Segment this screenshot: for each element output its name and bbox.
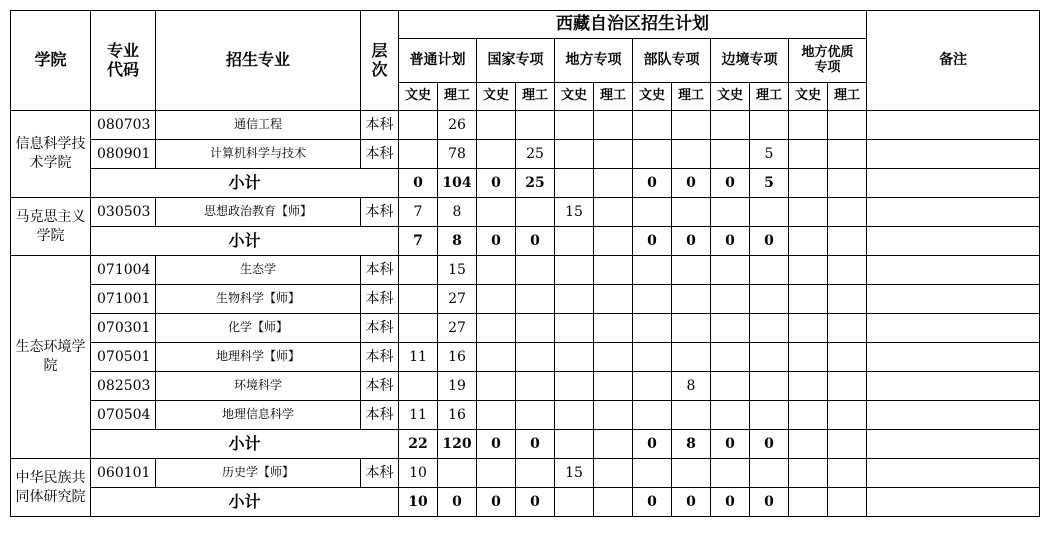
major-code: 071001 bbox=[91, 285, 156, 314]
quota-cell bbox=[828, 256, 867, 285]
subtotal-cell: 5 bbox=[750, 169, 789, 198]
quota-cell bbox=[477, 198, 516, 227]
major-name: 地理信息科学 bbox=[156, 401, 361, 430]
quota-cell bbox=[789, 198, 828, 227]
quota-cell bbox=[555, 256, 594, 285]
subtotal-cell: 0 bbox=[477, 430, 516, 459]
quota-cell bbox=[477, 256, 516, 285]
quota-cell bbox=[828, 343, 867, 372]
quota-cell: 25 bbox=[516, 140, 555, 169]
quota-cell bbox=[477, 314, 516, 343]
quota-cell bbox=[711, 198, 750, 227]
notes-cell bbox=[867, 169, 1040, 198]
quota-cell bbox=[828, 372, 867, 401]
quota-cell bbox=[750, 314, 789, 343]
header-major: 招生专业 bbox=[156, 11, 361, 111]
major-level: 本科 bbox=[361, 459, 399, 488]
notes-cell bbox=[867, 459, 1040, 488]
subtotal-cell bbox=[555, 488, 594, 517]
quota-cell: 11 bbox=[399, 401, 438, 430]
major-code: 071004 bbox=[91, 256, 156, 285]
major-name: 生物科学【师】 bbox=[156, 285, 361, 314]
subtotal-cell: 0 bbox=[477, 227, 516, 256]
header-college: 学院 bbox=[11, 11, 91, 111]
quota-cell: 8 bbox=[672, 372, 711, 401]
quota-cell bbox=[477, 401, 516, 430]
quota-cell bbox=[516, 111, 555, 140]
quota-cell bbox=[555, 314, 594, 343]
subtotal-cell bbox=[555, 169, 594, 198]
quota-cell bbox=[633, 198, 672, 227]
quota-cell bbox=[672, 401, 711, 430]
quota-cell bbox=[399, 314, 438, 343]
subtotal-cell: 0 bbox=[633, 430, 672, 459]
subtotal-cell: 0 bbox=[711, 227, 750, 256]
quota-cell bbox=[633, 256, 672, 285]
quota-cell bbox=[594, 256, 633, 285]
notes-cell bbox=[867, 111, 1040, 140]
college-name: 中华民族共同体研究院 bbox=[11, 459, 91, 517]
subtotal-cell: 10 bbox=[399, 488, 438, 517]
subtotal-cell: 0 bbox=[711, 169, 750, 198]
table-row bbox=[11, 401, 1040, 430]
college-name: 生态环境学院 bbox=[11, 256, 91, 459]
subtotal-cell: 25 bbox=[516, 169, 555, 198]
notes-cell bbox=[867, 198, 1040, 227]
header-wenshi: 文史 bbox=[399, 83, 438, 111]
quota-cell bbox=[711, 401, 750, 430]
major-code: 070504 bbox=[91, 401, 156, 430]
quota-cell: 15 bbox=[555, 198, 594, 227]
subtotal-cell: 7 bbox=[399, 227, 438, 256]
quota-cell bbox=[828, 111, 867, 140]
subtotal-cell bbox=[789, 488, 828, 517]
quota-cell: 11 bbox=[399, 343, 438, 372]
quota-cell bbox=[399, 111, 438, 140]
quota-cell bbox=[477, 459, 516, 488]
major-name: 地理科学【师】 bbox=[156, 343, 361, 372]
quota-cell bbox=[828, 401, 867, 430]
college-name: 马克思主义学院 bbox=[11, 198, 91, 256]
enrollment-plan-table bbox=[10, 10, 1040, 517]
subtotal-cell: 0 bbox=[438, 488, 477, 517]
subtotal-cell bbox=[828, 430, 867, 459]
major-code: 070301 bbox=[91, 314, 156, 343]
subtotal-cell bbox=[555, 227, 594, 256]
table-row bbox=[11, 343, 1040, 372]
subtotal-cell: 0 bbox=[750, 227, 789, 256]
header-level: 层次 bbox=[361, 11, 399, 111]
notes-cell bbox=[867, 372, 1040, 401]
subtotal-cell: 0 bbox=[399, 169, 438, 198]
header-plan-local-quality: 地方优质专项 bbox=[789, 39, 867, 83]
quota-cell bbox=[516, 285, 555, 314]
table-row bbox=[11, 140, 1040, 169]
header-wenshi: 文史 bbox=[633, 83, 672, 111]
quota-cell bbox=[555, 401, 594, 430]
quota-cell bbox=[789, 372, 828, 401]
quota-cell: 27 bbox=[438, 285, 477, 314]
quota-cell: 78 bbox=[438, 140, 477, 169]
subtotal-cell: 8 bbox=[438, 227, 477, 256]
quota-cell bbox=[828, 285, 867, 314]
quota-cell bbox=[672, 343, 711, 372]
major-code: 070501 bbox=[91, 343, 156, 372]
major-level: 本科 bbox=[361, 401, 399, 430]
quota-cell bbox=[750, 111, 789, 140]
subtotal-cell: 0 bbox=[477, 169, 516, 198]
quota-cell bbox=[672, 314, 711, 343]
quota-cell bbox=[555, 285, 594, 314]
major-name: 思想政治教育【师】 bbox=[156, 198, 361, 227]
subtotal-cell bbox=[828, 227, 867, 256]
quota-cell bbox=[828, 314, 867, 343]
quota-cell bbox=[711, 285, 750, 314]
quota-cell bbox=[750, 198, 789, 227]
quota-cell bbox=[477, 285, 516, 314]
header-ligong: 理工 bbox=[516, 83, 555, 111]
quota-cell: 19 bbox=[438, 372, 477, 401]
quota-cell bbox=[789, 401, 828, 430]
quota-cell bbox=[789, 285, 828, 314]
subtotal-cell: 0 bbox=[516, 227, 555, 256]
subtotal-cell: 120 bbox=[438, 430, 477, 459]
major-name: 化学【师】 bbox=[156, 314, 361, 343]
quota-cell bbox=[633, 111, 672, 140]
quota-cell bbox=[594, 198, 633, 227]
quota-cell: 26 bbox=[438, 111, 477, 140]
subtotal-cell: 0 bbox=[477, 488, 516, 517]
quota-cell bbox=[516, 314, 555, 343]
table-row bbox=[11, 459, 1040, 488]
quota-cell bbox=[672, 256, 711, 285]
quota-cell bbox=[789, 343, 828, 372]
subtotal-cell: 22 bbox=[399, 430, 438, 459]
quota-cell bbox=[711, 140, 750, 169]
major-level: 本科 bbox=[361, 198, 399, 227]
header-wenshi: 文史 bbox=[477, 83, 516, 111]
notes-cell bbox=[867, 401, 1040, 430]
subtotal-cell: 0 bbox=[672, 169, 711, 198]
quota-cell bbox=[594, 459, 633, 488]
header-wenshi: 文史 bbox=[711, 83, 750, 111]
major-code: 030503 bbox=[91, 198, 156, 227]
header-ligong: 理工 bbox=[750, 83, 789, 111]
subtotal-label: 小计 bbox=[91, 169, 399, 198]
notes-cell bbox=[867, 227, 1040, 256]
quota-cell bbox=[828, 140, 867, 169]
quota-cell: 7 bbox=[399, 198, 438, 227]
quota-cell bbox=[633, 372, 672, 401]
subtotal-cell: 0 bbox=[672, 227, 711, 256]
subtotal-cell: 0 bbox=[633, 169, 672, 198]
subtotal-cell: 0 bbox=[711, 488, 750, 517]
quota-cell: 8 bbox=[438, 198, 477, 227]
quota-cell bbox=[750, 256, 789, 285]
quota-cell bbox=[711, 372, 750, 401]
quota-cell bbox=[789, 314, 828, 343]
subtotal-cell: 104 bbox=[438, 169, 477, 198]
quota-cell bbox=[477, 140, 516, 169]
table-row bbox=[11, 314, 1040, 343]
quota-cell bbox=[633, 459, 672, 488]
quota-cell bbox=[594, 343, 633, 372]
header-ligong: 理工 bbox=[594, 83, 633, 111]
subtotal-cell: 0 bbox=[711, 430, 750, 459]
quota-cell bbox=[633, 401, 672, 430]
quota-cell bbox=[672, 459, 711, 488]
quota-cell: 5 bbox=[750, 140, 789, 169]
subtotal-cell bbox=[789, 430, 828, 459]
subtotal-cell bbox=[789, 169, 828, 198]
major-level: 本科 bbox=[361, 314, 399, 343]
subtotal-cell bbox=[594, 430, 633, 459]
subtotal-cell bbox=[594, 169, 633, 198]
notes-cell bbox=[867, 430, 1040, 459]
quota-cell bbox=[672, 285, 711, 314]
quota-cell bbox=[516, 343, 555, 372]
quota-cell bbox=[789, 111, 828, 140]
subtotal-cell bbox=[828, 169, 867, 198]
quota-cell: 10 bbox=[399, 459, 438, 488]
quota-cell bbox=[672, 111, 711, 140]
major-code: 080901 bbox=[91, 140, 156, 169]
header-plan-border: 边境专项 bbox=[711, 39, 789, 83]
major-level: 本科 bbox=[361, 140, 399, 169]
quota-cell bbox=[594, 314, 633, 343]
subtotal-row bbox=[11, 488, 1040, 517]
subtotal-label: 小计 bbox=[91, 488, 399, 517]
subtotal-label: 小计 bbox=[91, 430, 399, 459]
quota-cell bbox=[750, 285, 789, 314]
quota-cell bbox=[594, 372, 633, 401]
subtotal-cell: 0 bbox=[633, 227, 672, 256]
notes-cell bbox=[867, 140, 1040, 169]
header-plan-local: 地方专项 bbox=[555, 39, 633, 83]
header-wenshi: 文史 bbox=[555, 83, 594, 111]
quota-cell bbox=[633, 285, 672, 314]
major-code: 080703 bbox=[91, 111, 156, 140]
quota-cell bbox=[555, 140, 594, 169]
subtotal-cell: 0 bbox=[672, 488, 711, 517]
major-level: 本科 bbox=[361, 111, 399, 140]
header-code: 专业代码 bbox=[91, 11, 156, 111]
subtotal-cell bbox=[594, 488, 633, 517]
quota-cell bbox=[516, 401, 555, 430]
quota-cell bbox=[711, 343, 750, 372]
quota-cell bbox=[477, 372, 516, 401]
quota-cell bbox=[555, 111, 594, 140]
subtotal-cell: 0 bbox=[750, 430, 789, 459]
quota-cell bbox=[711, 459, 750, 488]
quota-cell bbox=[633, 343, 672, 372]
notes-cell bbox=[867, 488, 1040, 517]
quota-cell bbox=[789, 140, 828, 169]
major-level: 本科 bbox=[361, 372, 399, 401]
quota-cell: 16 bbox=[438, 343, 477, 372]
college-name: 信息科学技术学院 bbox=[11, 111, 91, 198]
header-region-plan: 西藏自治区招生计划 bbox=[399, 11, 867, 39]
quota-cell: 27 bbox=[438, 314, 477, 343]
quota-cell bbox=[516, 198, 555, 227]
quota-cell bbox=[516, 459, 555, 488]
major-name: 计算机科学与技术 bbox=[156, 140, 361, 169]
quota-cell bbox=[789, 459, 828, 488]
quota-cell bbox=[399, 285, 438, 314]
subtotal-row bbox=[11, 430, 1040, 459]
quota-cell bbox=[750, 401, 789, 430]
header-plan-national: 国家专项 bbox=[477, 39, 555, 83]
quota-cell bbox=[399, 140, 438, 169]
quota-cell bbox=[711, 256, 750, 285]
subtotal-cell: 0 bbox=[750, 488, 789, 517]
quota-cell bbox=[672, 140, 711, 169]
notes-cell bbox=[867, 285, 1040, 314]
notes-cell bbox=[867, 343, 1040, 372]
quota-cell bbox=[516, 372, 555, 401]
quota-cell bbox=[750, 343, 789, 372]
subtotal-cell: 0 bbox=[633, 488, 672, 517]
major-name: 历史学【师】 bbox=[156, 459, 361, 488]
notes-cell bbox=[867, 314, 1040, 343]
quota-cell bbox=[828, 198, 867, 227]
table-body bbox=[11, 11, 1040, 517]
table-row bbox=[11, 198, 1040, 227]
header-ligong: 理工 bbox=[672, 83, 711, 111]
quota-cell bbox=[828, 459, 867, 488]
quota-cell bbox=[477, 343, 516, 372]
major-level: 本科 bbox=[361, 285, 399, 314]
major-code: 082503 bbox=[91, 372, 156, 401]
subtotal-cell: 8 bbox=[672, 430, 711, 459]
quota-cell bbox=[711, 314, 750, 343]
table-row bbox=[11, 256, 1040, 285]
quota-cell bbox=[750, 372, 789, 401]
quota-cell bbox=[399, 372, 438, 401]
quota-cell bbox=[594, 285, 633, 314]
quota-cell bbox=[594, 111, 633, 140]
header-plan-regular: 普通计划 bbox=[399, 39, 477, 83]
header-ligong: 理工 bbox=[828, 83, 867, 111]
quota-cell bbox=[594, 401, 633, 430]
subtotal-cell bbox=[594, 227, 633, 256]
subtotal-row bbox=[11, 169, 1040, 198]
quota-cell bbox=[438, 459, 477, 488]
major-name: 通信工程 bbox=[156, 111, 361, 140]
quota-cell bbox=[789, 256, 828, 285]
header-wenshi: 文史 bbox=[789, 83, 828, 111]
subtotal-cell: 0 bbox=[516, 488, 555, 517]
quota-cell: 16 bbox=[438, 401, 477, 430]
quota-cell bbox=[750, 459, 789, 488]
quota-cell bbox=[711, 111, 750, 140]
quota-cell bbox=[594, 140, 633, 169]
major-name: 生态学 bbox=[156, 256, 361, 285]
table-row bbox=[11, 372, 1040, 401]
quota-cell bbox=[555, 343, 594, 372]
quota-cell bbox=[477, 111, 516, 140]
header-row-1 bbox=[11, 11, 1040, 39]
header-ligong: 理工 bbox=[438, 83, 477, 111]
quota-cell bbox=[672, 198, 711, 227]
table-row bbox=[11, 111, 1040, 140]
subtotal-label: 小计 bbox=[91, 227, 399, 256]
quota-cell: 15 bbox=[438, 256, 477, 285]
subtotal-cell bbox=[789, 227, 828, 256]
subtotal-cell bbox=[555, 430, 594, 459]
header-plan-military: 部队专项 bbox=[633, 39, 711, 83]
subtotal-cell bbox=[828, 488, 867, 517]
quota-cell bbox=[555, 372, 594, 401]
header-notes: 备注 bbox=[867, 11, 1040, 111]
subtotal-cell: 0 bbox=[516, 430, 555, 459]
quota-cell: 15 bbox=[555, 459, 594, 488]
quota-cell bbox=[633, 314, 672, 343]
major-name: 环境科学 bbox=[156, 372, 361, 401]
quota-cell bbox=[516, 256, 555, 285]
major-code: 060101 bbox=[91, 459, 156, 488]
quota-cell bbox=[399, 256, 438, 285]
major-level: 本科 bbox=[361, 343, 399, 372]
quota-cell bbox=[633, 140, 672, 169]
major-level: 本科 bbox=[361, 256, 399, 285]
table-row bbox=[11, 285, 1040, 314]
notes-cell bbox=[867, 256, 1040, 285]
subtotal-row bbox=[11, 227, 1040, 256]
